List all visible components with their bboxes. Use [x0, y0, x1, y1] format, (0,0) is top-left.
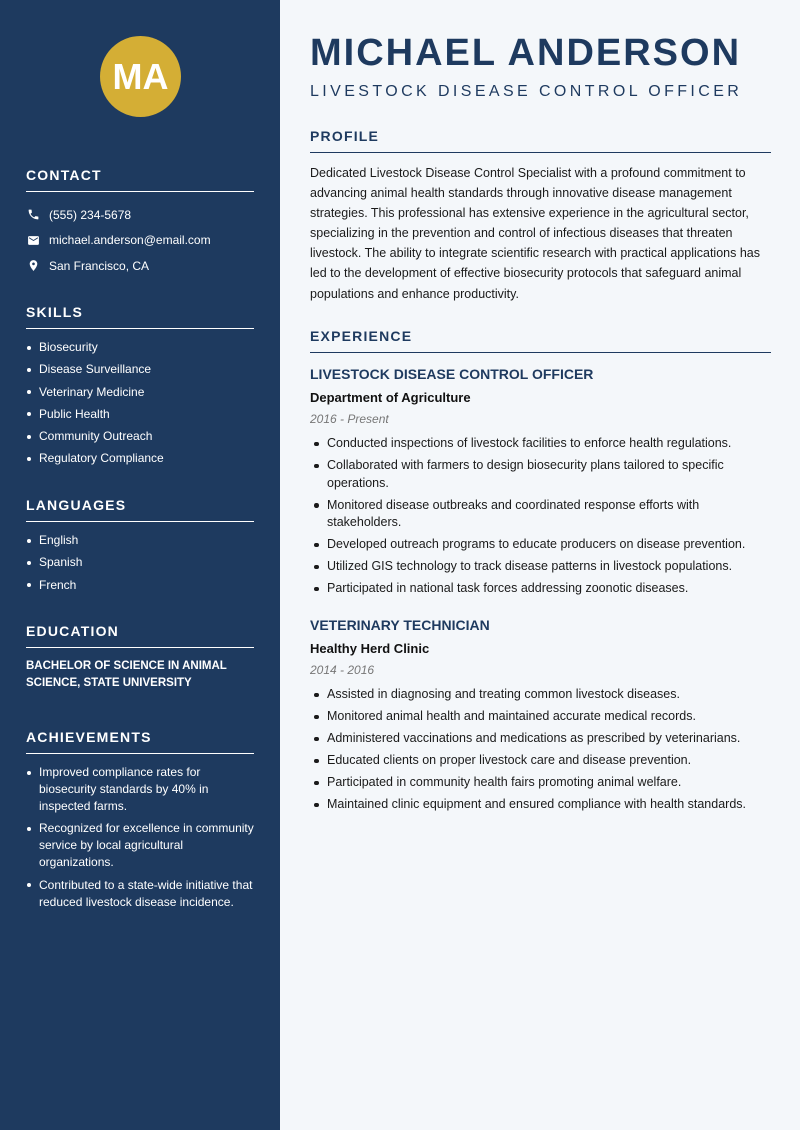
company-name: Healthy Herd Clinic	[310, 641, 430, 656]
experience-section	[310, 328, 771, 353]
contact-location	[26, 253, 254, 279]
list-item: Monitored disease outbreaks and coordinated response efforts with stakeholders.	[310, 497, 771, 532]
contact-section	[26, 167, 254, 279]
languages-heading: LANGUAGES	[26, 497, 254, 522]
job-entry	[310, 617, 771, 818]
skills-heading: SKILLS	[26, 304, 254, 329]
profile-text: Dedicated Livestock Disease Control Specialist with a profound commitment to advancing animal health standards through innovative disease management strategies. This professional has extensive experience in the agricultural sector, specializing in the prevention and control of infectious diseases that threaten livestock. The ability to integrate scientific research with practical applications has led to the development of effective biosecurity protocols that safeguard animal populations and enhance productivity.	[310, 166, 760, 301]
education-heading: EDUCATION	[26, 623, 254, 648]
list-item: Regulatory Compliance	[26, 450, 254, 467]
list-item: Educated clients on proper livestock care and disease prevention.	[310, 752, 771, 770]
list-item: Community Outreach	[26, 428, 254, 445]
achievements-heading: ACHIEVEMENTS	[26, 729, 254, 754]
skills-section	[26, 304, 254, 473]
avatar: MA	[100, 36, 181, 117]
list-item: Participated in community health fairs promoting animal welfare.	[310, 774, 771, 792]
duties-list	[310, 686, 771, 814]
candidate-name: MICHAEL ANDERSON	[310, 32, 742, 74]
email-text[interactable]: michael.anderson@email.com	[49, 233, 211, 248]
skills-list	[26, 339, 254, 467]
education-degree: BACHELOR OF SCIENCE IN ANIMAL SCIENCE, STATE UNIVERSITY	[26, 660, 227, 689]
duties-list	[310, 435, 771, 598]
list-item: Recognized for excellence in community service by local agricultural organizations.	[26, 820, 254, 871]
location-pin-icon	[26, 259, 40, 273]
contact-email	[26, 228, 254, 254]
experience-heading: EXPERIENCE	[310, 328, 771, 353]
list-item: Collaborated with farmers to design biosecurity plans tailored to specific operations.	[310, 457, 771, 492]
achievements-section	[26, 729, 254, 916]
list-item: Monitored animal health and maintained accurate medical records.	[310, 708, 771, 726]
sidebar	[0, 0, 280, 1130]
list-item: Assisted in diagnosing and treating common livestock diseases.	[310, 686, 771, 704]
contact-heading: CONTACT	[26, 167, 254, 192]
list-item: Biosecurity	[26, 339, 254, 356]
list-item: Conducted inspections of livestock facilities to enforce health regulations.	[310, 435, 771, 453]
languages-section	[26, 497, 254, 599]
list-item: Administered vaccinations and medications as prescribed by veterinarians.	[310, 730, 771, 748]
list-item: French	[26, 577, 254, 594]
list-item: Participated in national task forces addressing zoonotic diseases.	[310, 580, 771, 598]
profile-heading: PROFILE	[310, 128, 771, 153]
job-title: LIVESTOCK DISEASE CONTROL OFFICER	[310, 366, 594, 382]
list-item: Spanish	[26, 554, 254, 571]
contact-phone	[26, 202, 254, 228]
job-title: VETERINARY TECHNICIAN	[310, 617, 490, 633]
list-item: English	[26, 532, 254, 549]
candidate-title: LIVESTOCK DISEASE CONTROL OFFICER	[310, 83, 743, 100]
job-entry	[310, 366, 771, 602]
phone-icon	[26, 208, 40, 222]
profile-section	[310, 128, 771, 304]
languages-list	[26, 532, 254, 594]
job-dates: 2016 - Present	[310, 412, 389, 426]
location-text: San Francisco, CA	[49, 258, 150, 273]
job-dates: 2014 - 2016	[310, 663, 375, 677]
list-item: Improved compliance rates for biosecurity standards by 40% in inspected farms.	[26, 764, 254, 815]
company-name: Department of Agriculture	[310, 390, 471, 405]
phone-text[interactable]: (555) 234-5678	[49, 207, 132, 222]
list-item: Utilized GIS technology to track disease patterns in livestock populations.	[310, 558, 771, 576]
list-item: Disease Surveillance	[26, 361, 254, 378]
list-item: Maintained clinic equipment and ensured compliance with health standards.	[310, 796, 771, 814]
achievements-list	[26, 764, 254, 911]
list-item: Developed outreach programs to educate producers on disease prevention.	[310, 536, 771, 554]
education-section	[26, 623, 254, 692]
list-item: Public Health	[26, 406, 254, 423]
list-item: Contributed to a state-wide initiative that reduced livestock disease incidence.	[26, 877, 254, 911]
email-icon	[26, 233, 40, 247]
list-item: Veterinary Medicine	[26, 384, 254, 401]
